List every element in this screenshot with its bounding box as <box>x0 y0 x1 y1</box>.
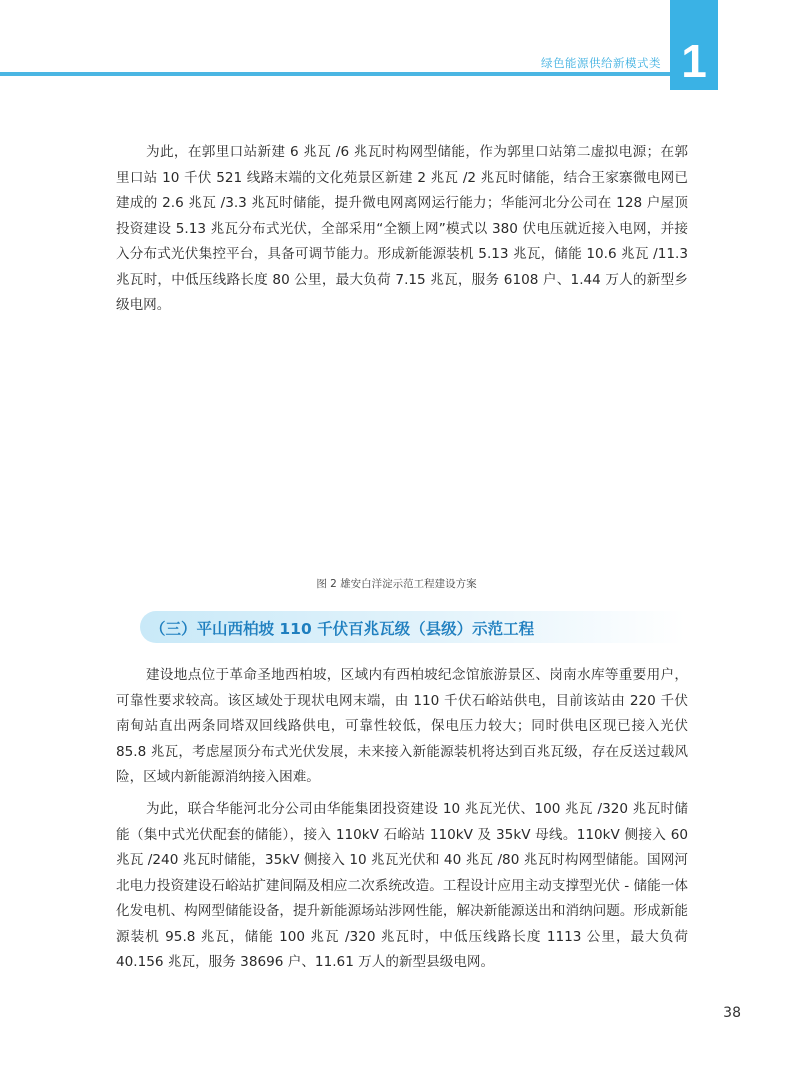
section-heading-text: （三）平山西柏坡 110 千伏百兆瓦级（县级）示范工程 <box>150 620 535 638</box>
figure-caption: 图 2 雄安白洋淀示范工程建设方案 <box>316 578 477 590</box>
body-paragraph: 为此，在郭里口站新建 6 兆瓦 /6 兆瓦时构网型储能，作为郭里口站第二虚拟电源；在郭里口站 10 千伏 521 线路末端的文化苑景区新建 2 兆瓦 /2 兆瓦时储能，结合王家寨微电网已建成的 2.6 兆瓦 /3.3 兆瓦时储能，提升微电网离网运行能力；华能河北分公司在 128 户屋顶投资建设 5.13 兆瓦分布式光伏，全部采用“全额上网”模式以 380 伏电压就近接入电网，并接入分布式光伏集控平台，具备可调节能力。形成新能源装机 5.13 兆瓦，储能 10.6 兆瓦 /11.3 兆瓦时，中低压线路长度 80 公里，最大负荷 7.15 兆瓦，服务 6108 户、1.44 万人的新型乡级电网。 <box>116 144 688 313</box>
figure-placeholder <box>116 320 688 570</box>
body-paragraph: 为此，联合华能河北分公司由华能集团投资建设 10 兆瓦光伏、100 兆瓦 /320 兆瓦时储能（集中式光伏配套的储能），接入 110kV 石峪站 110kV 及 35kV 母线。110kV 侧接入 60 兆瓦 /240 兆瓦时储能，35kV 侧接入 10 兆瓦光伏和 40 兆瓦 /80 兆瓦时构网型储能。国网河北电力投资建设石峪站扩建间隔及相应二次系统改造。工程设计应用主动支撑型光伏 - 储能一体化发电机、构网型储能设备，提升新能源场站涉网性能，解决新能源送出和消纳问题。形成新能源装机 95.8 兆瓦，储能 100 兆瓦 /320 兆瓦时，中低压线路长度 1113 公里，最大负荷 40.156 兆瓦，服务 38696 户、11.61 万人的新型县级电网。 <box>116 801 688 970</box>
body-paragraph: 建设地点位于革命圣地西柏坡，区域内有西柏坡纪念馆旅游景区、岗南水库等重要用户，可靠性要求较高。该区域处于现状电网末端，由 110 千伏石峪站供电，目前该站由 220 千伏南甸站直出两条同塔双回线路供电，可靠性较低，保电压力较大；同时供电区现已接入光伏 85.8 兆瓦，考虑屋顶分布式光伏发展，未来接入新能源装机将达到百兆瓦级，存在反送过载风险，区域内新能源消纳接入困难。 <box>116 667 688 785</box>
section-heading-banner <box>140 611 685 643</box>
running-header-title: 绿色能源供给新模式类 <box>541 56 661 70</box>
page-number: 38 <box>723 1005 741 1021</box>
header-rule <box>0 72 670 76</box>
chapter-number-tab: 1 <box>670 0 718 90</box>
